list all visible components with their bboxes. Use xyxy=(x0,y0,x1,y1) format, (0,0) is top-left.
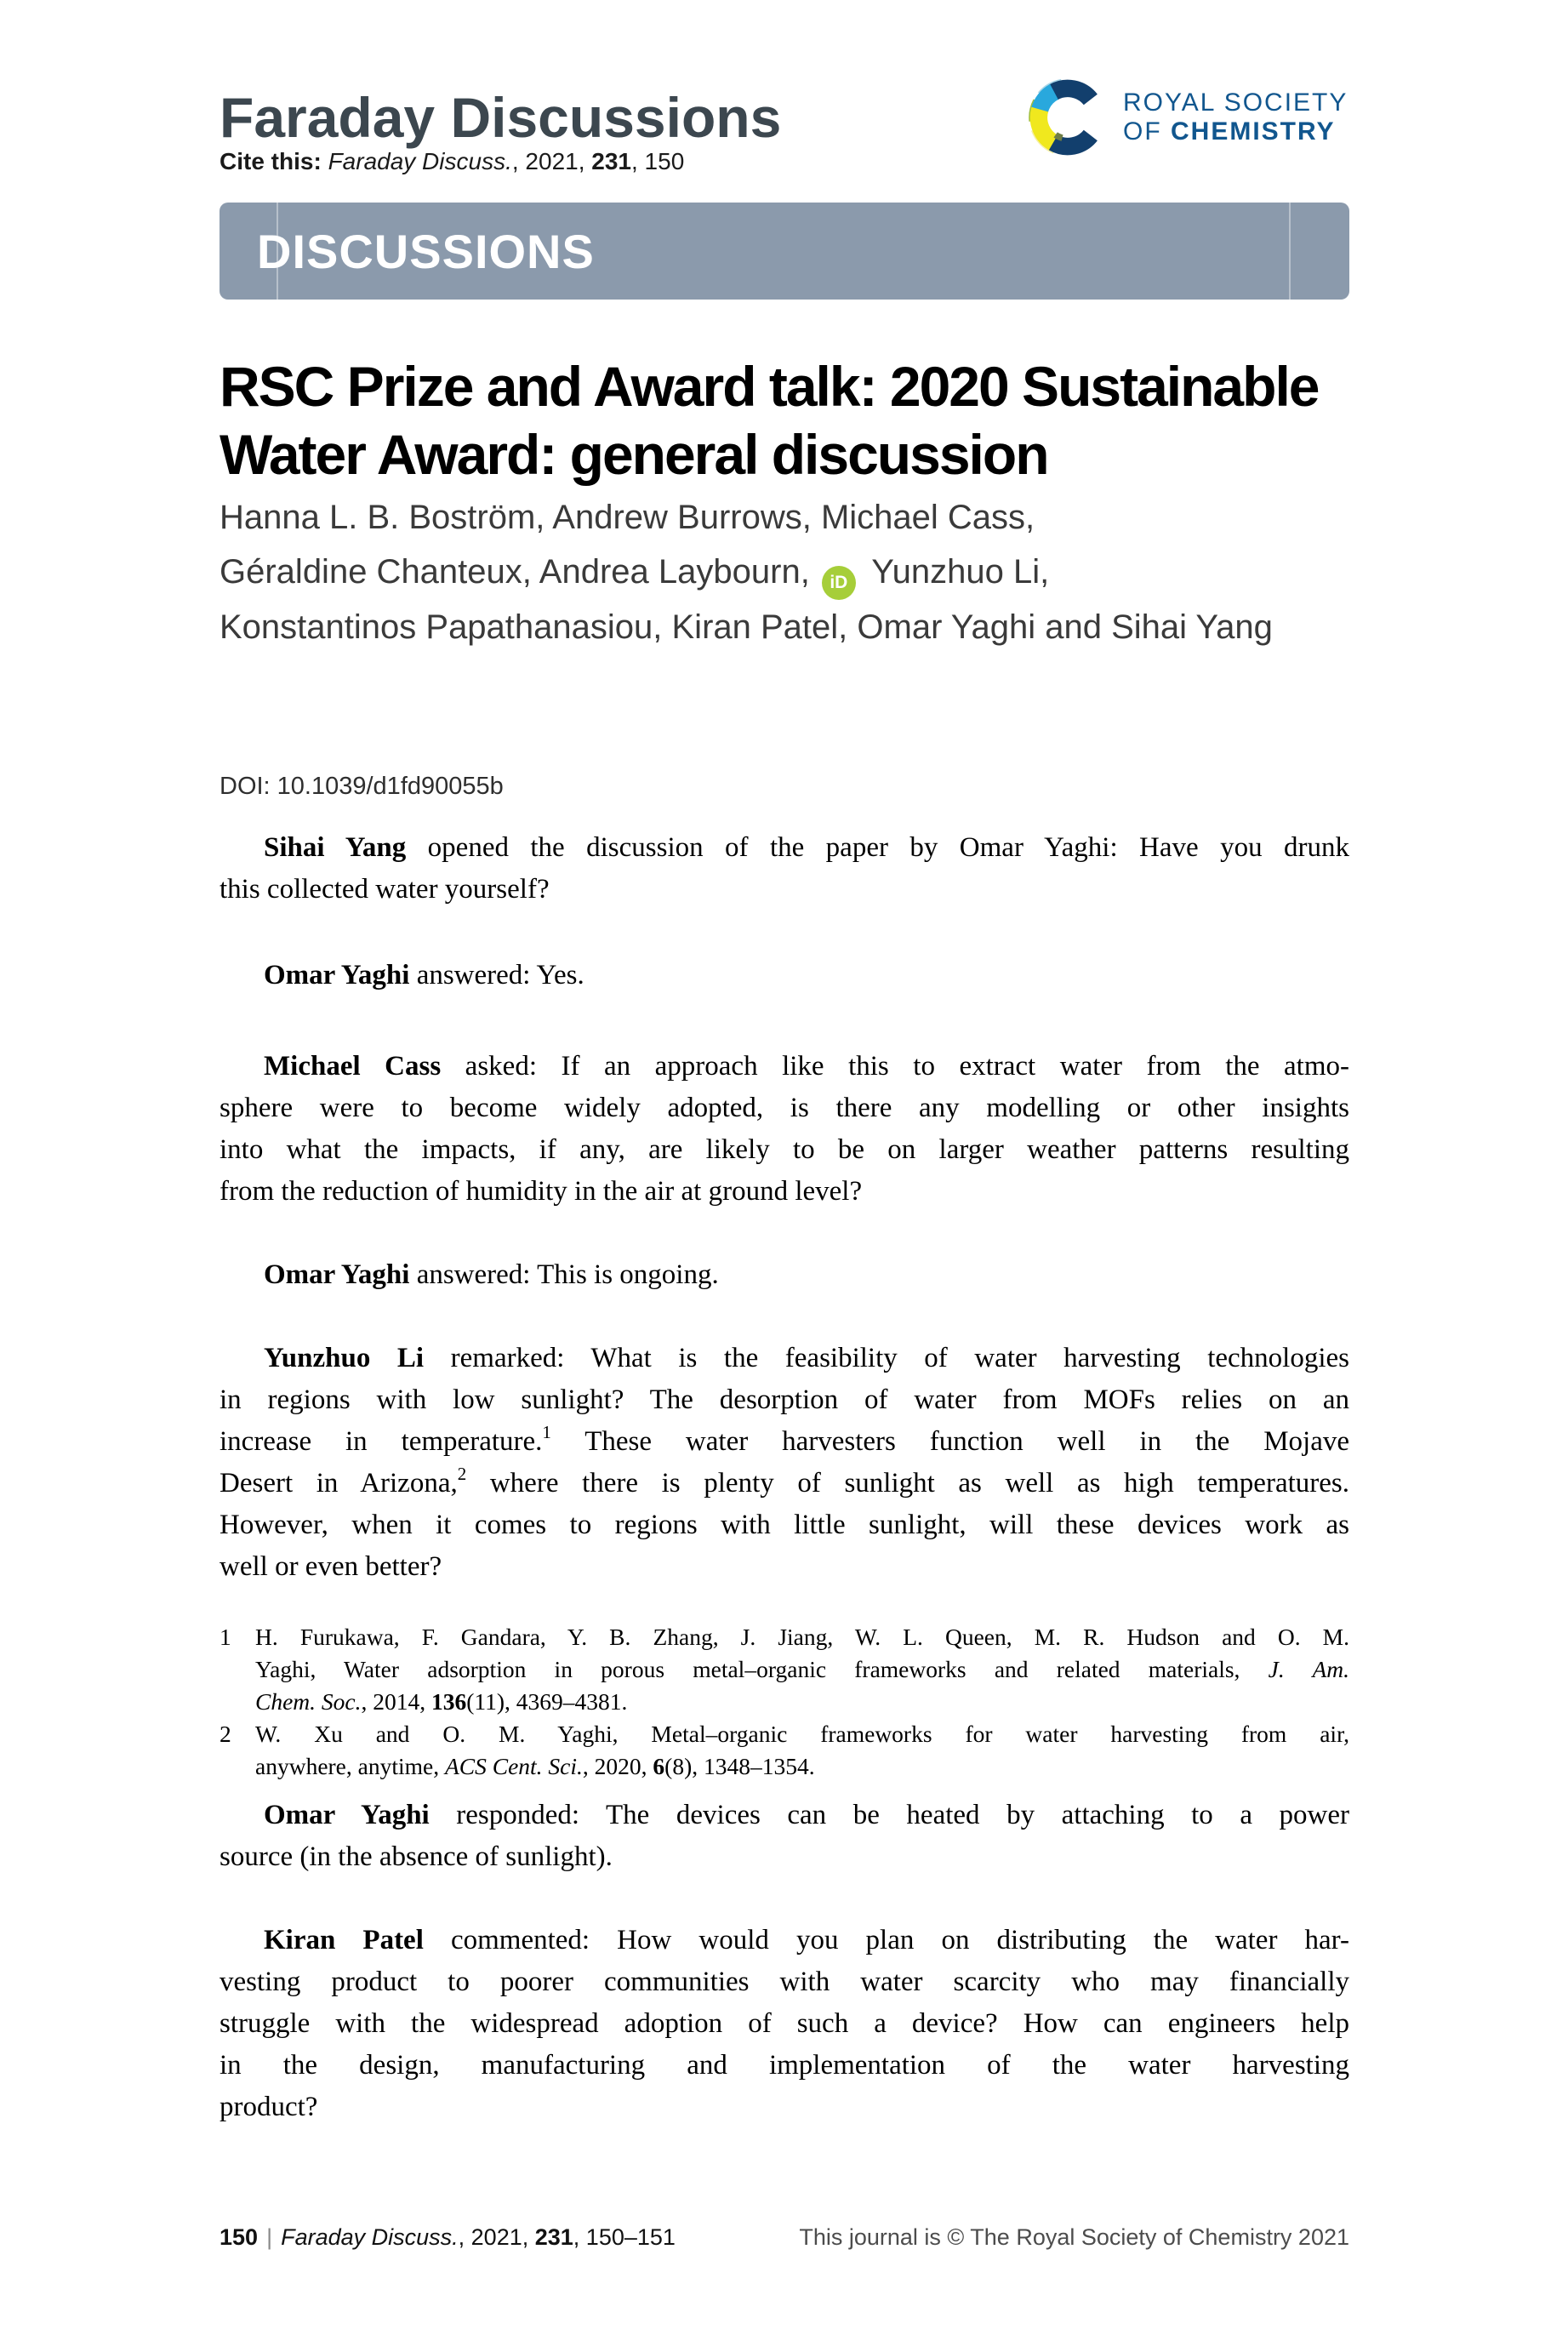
discussion-paragraph: Omar Yaghi responded: The devices can be heated by attaching to a power source (in the absence of sunlight). xyxy=(220,1800,1349,1872)
article-title-line1: RSC Prize and Award talk: 2020 Sustainable xyxy=(220,355,1319,418)
article-title-line2: Water Award: general discussion xyxy=(220,423,1048,486)
section-banner xyxy=(220,203,1349,300)
logo-text-line1: ROYAL SOCIETY xyxy=(1123,88,1348,117)
rsc-logo-c-icon xyxy=(1023,70,1113,165)
reference-list xyxy=(220,1621,1349,1783)
banner-divider-right xyxy=(1289,203,1291,300)
doi-label: DOI: 10.1039/d1fd90055b xyxy=(220,773,504,800)
article-title xyxy=(220,352,1319,488)
journal-title: Faraday Discussions xyxy=(220,86,782,149)
discussion-paragraph: Omar Yaghi answered: This is ongoing. xyxy=(264,1259,719,1290)
logo-text-line2: OF CHEMISTRY xyxy=(1123,117,1336,146)
discussion-body xyxy=(220,827,1349,2128)
reference-item: 2 W. Xu and O. M. Yaghi, Metal–organic frameworks for water harvesting from air, anywhere, anytime, ACS Cent. Sci., 2020, 6(8), 1348–1354. xyxy=(220,1721,1349,1779)
section-label: DISCUSSIONS xyxy=(257,224,595,278)
discussion-paragraph: Yunzhuo Li remarked: What is the feasibility of water harvesting technologies in regions with low sunlight? The desorption of water from MOFs relies on an increase in temperature.$^1$ These water harvesters function well in the Mojave Desert in Arizona,$^2$ where there is plenty of sunlight as well as high temperatures. However, when it comes to regions with little sunlight, will these devices work as well or even better? xyxy=(220,1343,1349,1582)
reference-item: 1 H. Furukawa, F. Gandara, Y. B. Zhang, J. Jiang, W. L. Queen, M. R. Hudson and O. M. Yaghi, Water adsorption in porous metal–organic frameworks and related materials, J. Am. Chem. Soc., 2014, 136(11), 4369–4381. xyxy=(220,1624,1349,1715)
author-list: Hanna L. B. Boström, Andrew Burrows, Michael Cass, Géraldine Chanteux, Andrea Laybourn, iD Yunzhuo Li, Konstantinos Papathanasiou, Kiran Patel, Omar Yaghi and Sihai Yang xyxy=(220,499,1273,646)
discussion-paragraph: Michael Cass asked: If an approach like this to extract water from the atmo- sphere were to become widely adopted, is there any modelling or other insights into what the impacts, if any, are likely to be on larger weather patterns resulting from the reduction of humidity in the air at ground level? xyxy=(220,1051,1349,1207)
rsc-logo xyxy=(1023,70,1348,165)
discussion-paragraph: Sihai Yang opened the discussion of the paper by Omar Yaghi: Have you drunk this collected water yourself? xyxy=(220,832,1349,905)
discussion-paragraph: Kiran Patel commented: How would you plan on distributing the water har- vesting product to poorer communities with water scarcity who may financially struggle with the widespread adoption of such a device? How can engineers help in the design, manufacturing and implementation of the water harvesting product? xyxy=(220,1925,1349,2122)
discussion-paragraph: Omar Yaghi answered: Yes. xyxy=(264,960,584,990)
orcid-icon[interactable]: iD xyxy=(822,566,856,600)
citation-line: Cite this: Faraday Discuss., 2021, 231, 150 xyxy=(220,148,685,174)
journal-copyright: This journal is © The Royal Society of Chemistry 2021 xyxy=(799,2224,1349,2250)
page-info: 150 | Faraday Discuss., 2021, 231, 150–151 xyxy=(220,2224,676,2250)
